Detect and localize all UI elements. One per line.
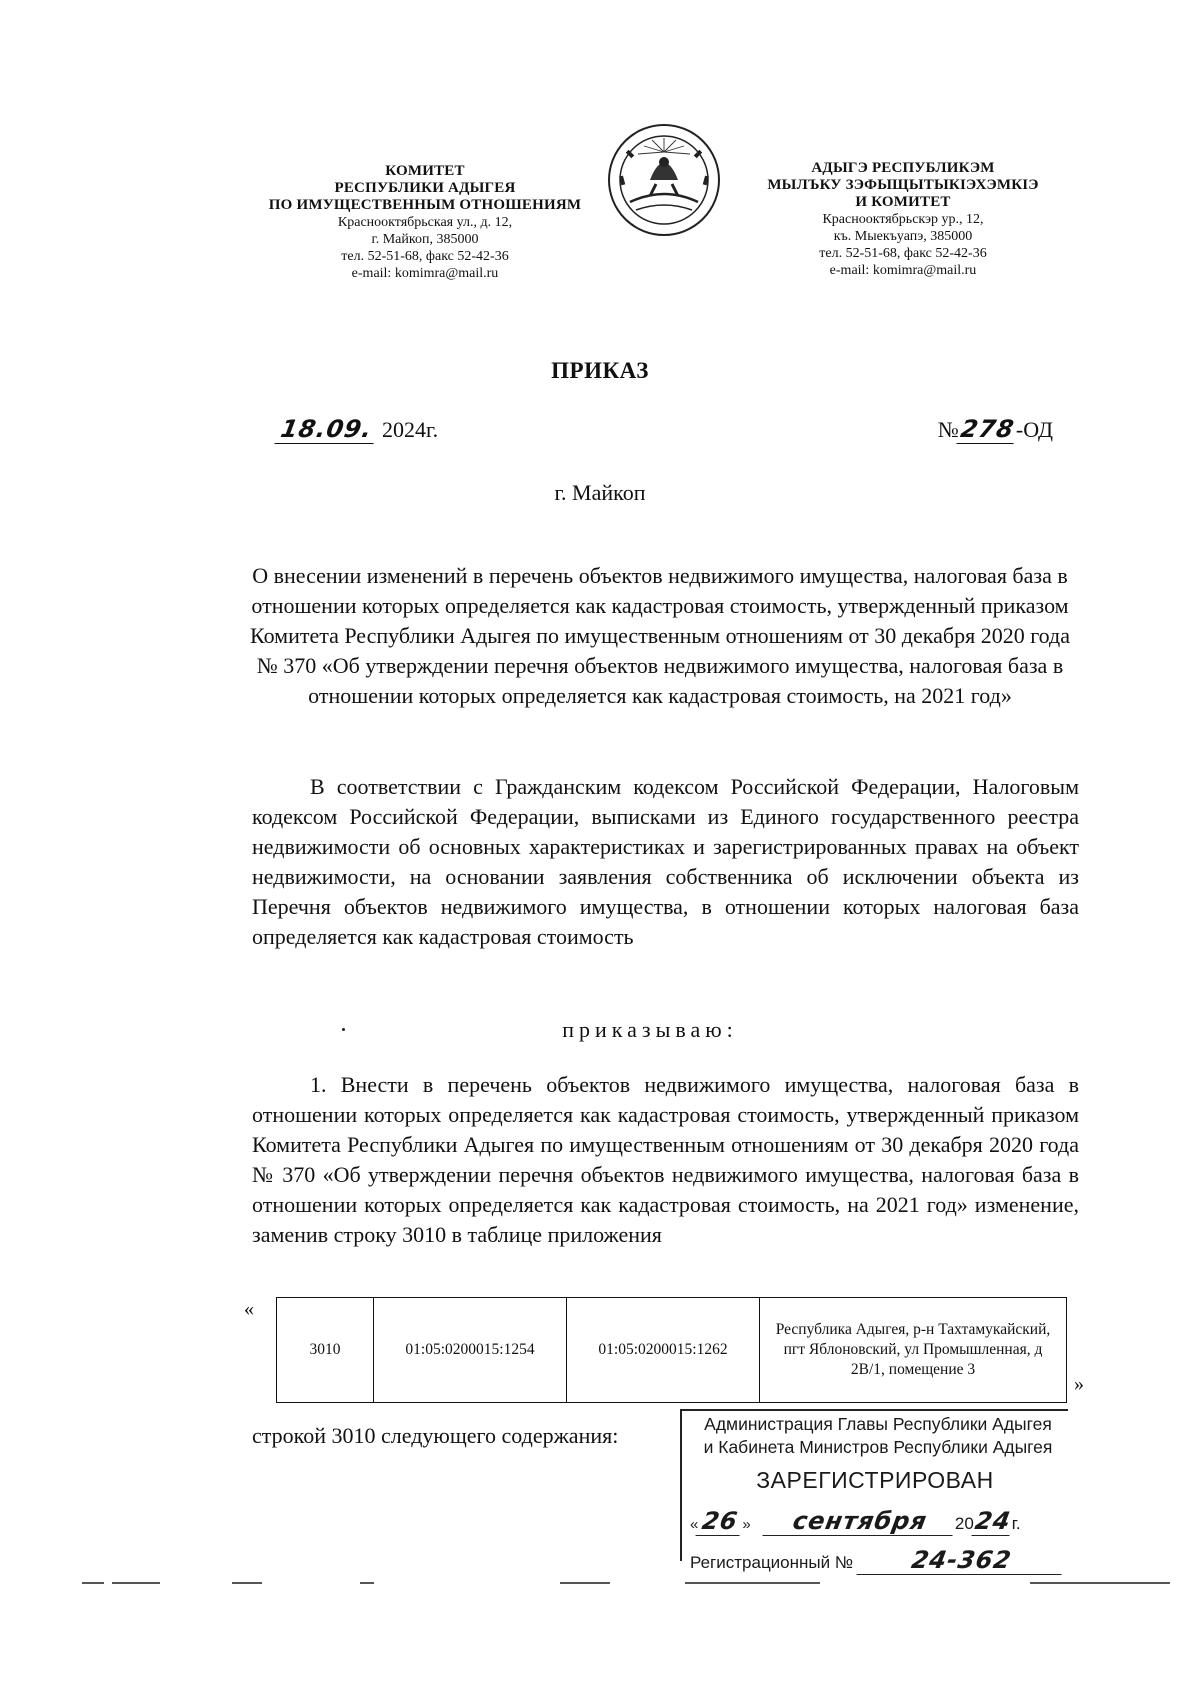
after-table-text: строкой 3010 следующего содержания: (252, 1423, 619, 1448)
cell-cadastral-number-2: 01:05:0200015:1262 (567, 1298, 760, 1403)
document-date (277, 415, 438, 444)
table-quote-close: » (1074, 1373, 1084, 1395)
org-name-adyghe-line3: И КОМИТЕТ (855, 194, 951, 210)
stamp-quote-open: « (690, 1516, 699, 1533)
org-address: Краснооктябрьская ул., д. 12, (337, 215, 513, 230)
coat-of-arms-emblem-icon (606, 122, 722, 238)
letterhead-left (240, 163, 610, 282)
stamp-year-end: г. (1011, 1514, 1021, 1533)
org-email-adyghe: e-mail: komimra@mail.ru (829, 263, 977, 278)
stamp-date (690, 1507, 1068, 1536)
date-year: 2024г. (382, 417, 439, 442)
org-city: г. Майкоп, 385000 (371, 232, 479, 247)
org-name-line3: ПО ИМУЩЕСТВЕННЫМ ОТНОШЕНИЯМ (268, 197, 582, 213)
cell-address: Республика Адыгея, р-н Тахтамукайский, пгт Яблоновский, ул Промышленная, д 2В/1, помещение 3 (760, 1298, 1067, 1403)
table-row (277, 1298, 1067, 1403)
stamp-month: сентября (762, 1507, 957, 1536)
letterhead-right (738, 160, 1068, 279)
stamp-org-line2: и Кабинета Министров Республики Адыгея (703, 1437, 1053, 1457)
scan-artifact-line (1030, 1582, 1170, 1584)
cell-cadastral-number-1: 01:05:0200015:1254 (374, 1298, 567, 1403)
stamp-org-line1: Администрация Главы Республики Адыгея (704, 1414, 1052, 1434)
org-name-line1: КОМИТЕТ (385, 163, 465, 179)
org-phone-adyghe: тел. 52-51-68, факс 52-42-36 (819, 246, 987, 261)
table-quote-open: « (244, 1298, 254, 1320)
scan-artifact-line (360, 1582, 374, 1584)
document-subject: О внесении изменений в перечень объектов недвижимого имущества, налоговая база в отношении которых определяется как кадастровая стоимость, утвержденный приказом Комитета Республики Адыгея по имущественным отношениям от 30 декабря 2020 года № 370 «Об утверждении перечня объектов недвижимого имущества, налоговая база в отношении которых определяется как кадастровая стоимость, на 2021 год» (249, 563, 1070, 708)
org-name-line2: РЕСПУБЛИКИ АДЫГЕЯ (334, 180, 516, 196)
stamp-registered-label: ЗАРЕГИСТРИРОВАН (756, 1467, 994, 1493)
scan-artifact-line (685, 1582, 820, 1584)
stamp-reg-label: Регистрационный № (690, 1553, 854, 1572)
scan-artifact-line (82, 1582, 104, 1584)
org-city-adyghe: къ. Мыекъуапэ, 385000 (833, 229, 973, 244)
stamp-day: 26 (696, 1507, 745, 1536)
registration-stamp (680, 1409, 1068, 1574)
org-name-adyghe-line1: АДЫГЭ РЕСПУБЛИКЭМ (811, 160, 995, 176)
org-address-adyghe: Краснооктябрьскэр ур., 12, (822, 212, 984, 227)
org-email: e-mail: komimra@mail.ru (351, 266, 499, 281)
scan-artifact-line (560, 1582, 610, 1584)
number-sign: № (937, 417, 959, 442)
document-city: г. Майкоп (554, 480, 646, 505)
document-number (938, 415, 1053, 444)
stamp-year-suffix: 24 (972, 1507, 1014, 1535)
org-name-adyghe-line2: МЫЛЪКУ ЗЭФЫЩЫТЫКІЭХЭМКІЭ (767, 177, 1039, 193)
stamp-reg-number: 24-362 (857, 1546, 1067, 1575)
preamble-paragraph: В соответствии с Гражданским кодексом Российской Федерации, Налоговым кодексом Российской Федерации, выписками из Единого государственного реестра недвижимости об основных характеристиках и зарегистрированных правах на объект недвижимости, на основании заявления собственника об исключении объекта из Перечня объектов недвижимого имущества, в отношении которых налоговая база определяется как кадастровая стоимость (252, 774, 1079, 949)
scan-artifact-line (232, 1582, 262, 1584)
handwritten-date: 18.09. (274, 415, 378, 444)
handwritten-number: 278 (956, 415, 1018, 444)
stamp-registration-number (690, 1546, 1068, 1575)
item-1-paragraph: 1. Внести в перечень объектов недвижимого имущества, налоговая база в отношении которых определяется как кадастровая стоимость, утвержденный приказом Комитета Республики Адыгея по имущественным отношениям от 30 декабря 2020 года № 370 «Об утверждении перечня объектов недвижимого имущества, налоговая база в отношении которых определяется как кадастровая стоимость, на 2021 год» изменение, заменив строку 3010 в таблице приложения (252, 1072, 1079, 1247)
stamp-organization (688, 1413, 1068, 1459)
scan-artifact-line (112, 1582, 160, 1584)
number-suffix: -ОД (1015, 417, 1053, 442)
orders-heading: приказываю: (562, 1017, 738, 1042)
stamp-year-prefix: 20 (954, 1514, 974, 1533)
replaced-row-table (276, 1297, 1067, 1403)
org-phone: тел. 52-51-68, факс 52-42-36 (341, 249, 509, 264)
cell-row-number: 3010 (277, 1298, 374, 1403)
stamp-quote-close: » (742, 1516, 751, 1533)
document-title: ПРИКАЗ (551, 358, 649, 383)
